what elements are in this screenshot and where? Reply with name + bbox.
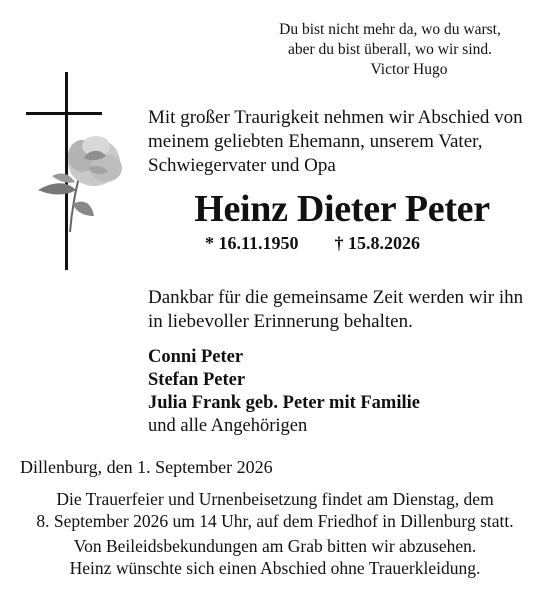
quote-line-2: aber du bist überall, wo wir sind. — [287, 41, 493, 58]
life-dates — [205, 232, 420, 254]
thanks-text — [148, 286, 538, 334]
ceremony-line-1: Die Trauerfeier und Urnenbeisetzung findet am Dienstag, dem — [56, 489, 494, 509]
thanks-line-1: Dankbar für die gemeinsame Zeit werden wir ihn — [148, 287, 524, 308]
cross-with-rose — [22, 72, 142, 272]
death-date: † 15.8.2026 — [334, 233, 421, 253]
mourners-list — [148, 346, 538, 438]
request-info — [0, 535, 550, 579]
ceremony-info — [0, 488, 550, 532]
intro-line-2: meinem geliebten Ehemann, unserem Vater, — [148, 131, 483, 152]
intro-line-1: Mit großer Traurigkeit nehmen wir Abschied von — [148, 107, 523, 128]
ceremony-line-2: 8. September 2026 um 14 Uhr, auf dem Friedhof in Dillenburg statt. — [36, 511, 514, 531]
request-line-1: Von Beileidsbekundungen am Grab bitten wir abzusehen. — [73, 536, 477, 556]
mourner-name: Julia Frank geb. Peter mit Familie — [148, 393, 420, 413]
rose-icon — [38, 136, 122, 232]
mourner-name: Stefan Peter — [148, 370, 246, 390]
intro-line-3: Schwiegervater und Opa — [148, 155, 336, 176]
intro-text — [148, 106, 538, 178]
mourner-name: Conni Peter — [148, 347, 244, 367]
relatives-note: und alle Angehörigen — [148, 416, 308, 436]
thanks-line-2: in liebevoller Erinnerung behalten. — [148, 311, 413, 332]
quote-block — [270, 20, 510, 80]
cross-icon — [22, 72, 142, 272]
deceased-name: Heinz Dieter Peter — [194, 188, 490, 230]
place-and-date: Dillenburg, den 1. September 2026 — [20, 457, 273, 477]
quote-author: Victor Hugo — [370, 61, 448, 78]
request-line-2: Heinz wünschte sich einen Abschied ohne Trauerkleidung. — [69, 558, 481, 578]
quote-line-1: Du bist nicht mehr da, wo du warst, — [279, 21, 501, 38]
birth-date: * 16.11.1950 — [205, 233, 299, 253]
